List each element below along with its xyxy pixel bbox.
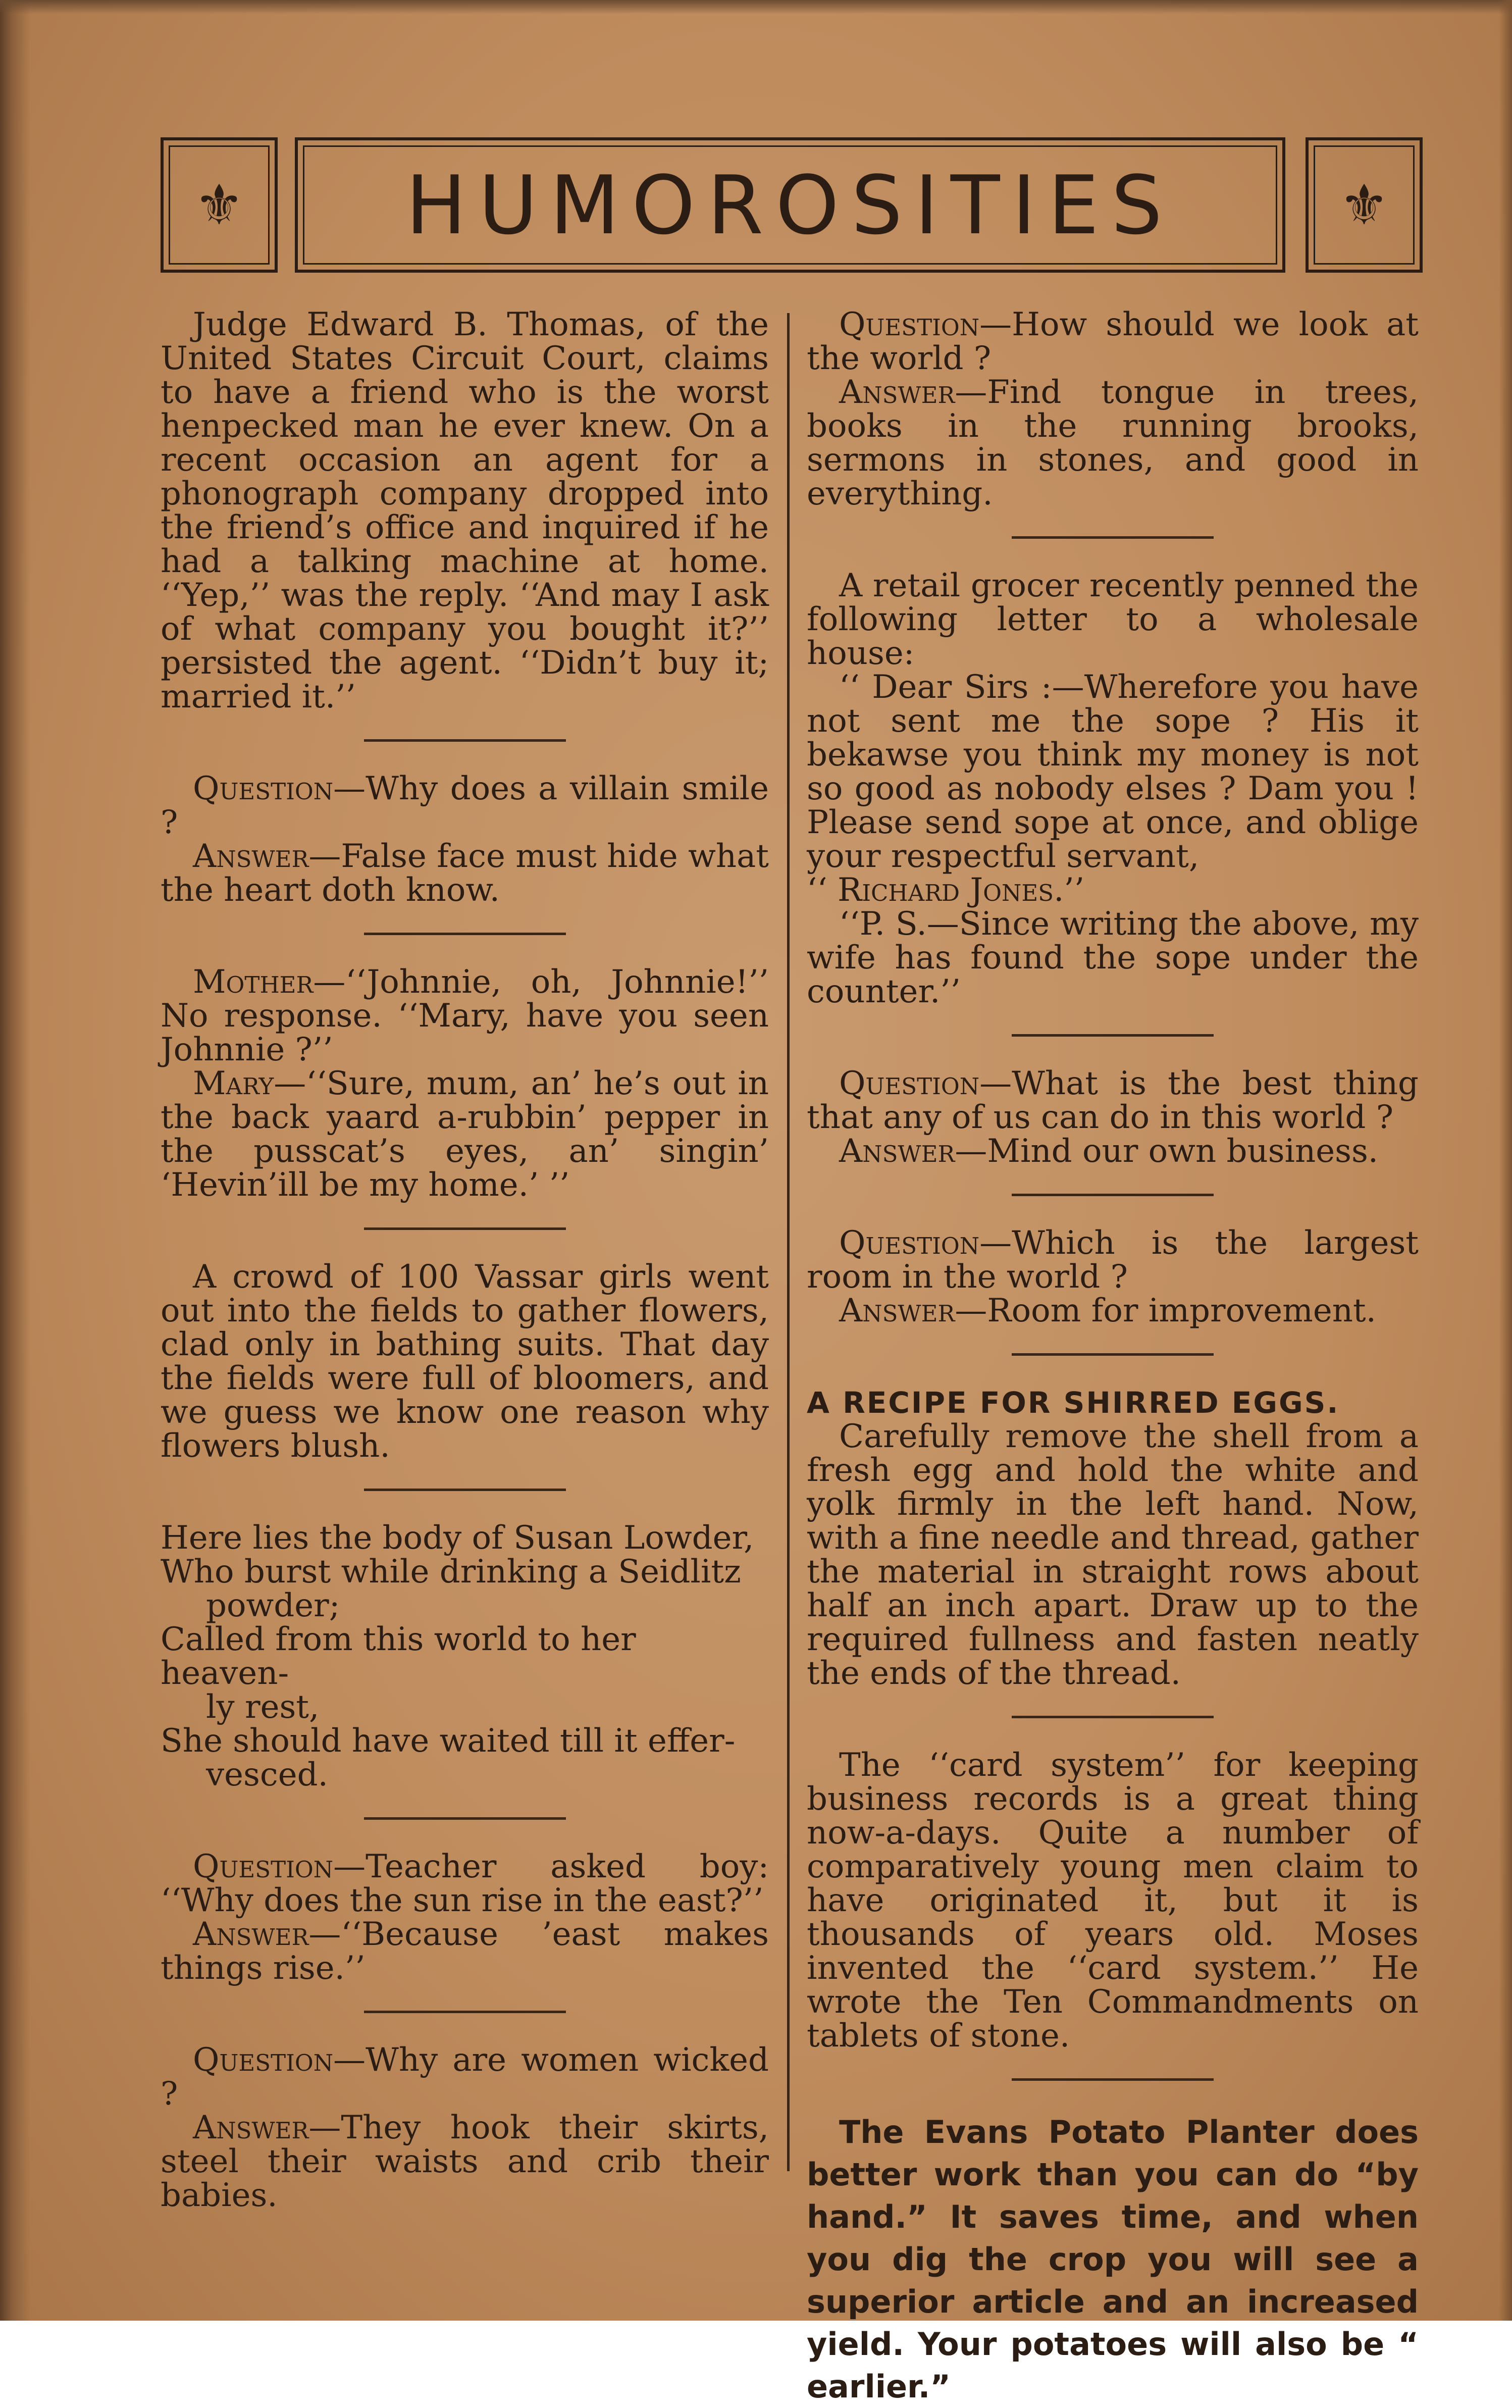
left-column xyxy=(161,308,769,2213)
section-rule xyxy=(1012,1194,1214,1196)
world-question: Question—How should we look at the world ? xyxy=(807,306,1419,377)
section-rule xyxy=(364,933,566,935)
section-rule xyxy=(364,1817,566,1820)
section-rule xyxy=(1012,536,1214,539)
section-rule xyxy=(364,2011,566,2013)
best-thing-answer: Answer—Mind our own business. xyxy=(839,1133,1379,1170)
section-rule xyxy=(1012,2078,1214,2081)
grocer-signature: ‘‘ Richard Jones.’’ xyxy=(807,872,1085,909)
section-rule xyxy=(364,1227,566,1230)
sun-answer: Answer—‘‘Because ’east makes things rise.’’ xyxy=(161,1916,769,1987)
susan-lowder-epitaph: Here lies the body of Susan Lowder, Who burst while drinking a Seidlitz powder; Called from this world to her heaven- ly rest, She should have waited till it effer- vesced. xyxy=(161,1519,754,1794)
page-edge-shadow xyxy=(0,0,30,2321)
card-system-text: The ‘‘card system’’ for keeping business records is a great thing now-a-days. Quite a number of comparatively young men claim to have originated it, but it is thousands of years old. Moses invented the ‘‘card system.’’ He wrote the Ten Commandments on tablets of stone. xyxy=(807,1747,1419,2055)
page-title: HUMOROSITIES xyxy=(405,158,1175,252)
villain-question: Question—Why does a villain smile ? xyxy=(161,770,769,841)
section-rule xyxy=(364,1489,566,1491)
page-top-shadow xyxy=(0,0,1512,14)
sun-question: Question—Teacher asked boy: ‘‘Why does the sun rise in the east?’’ xyxy=(161,1848,769,1919)
mother-dialogue: Mother—‘‘Johnnie, oh, Johnnie!’’ No response. ‘‘Mary, have you seen Johnnie ?’’ xyxy=(161,963,769,1068)
room-answer: Answer—Room for improvement. xyxy=(839,1292,1376,1329)
recipe-heading: A RECIPE FOR SHIRRED EGGS. xyxy=(807,1386,1340,1420)
fleur-ornament-icon: ⚜ xyxy=(194,173,244,237)
page-right-shadow xyxy=(1499,0,1512,2321)
section-rule xyxy=(1012,1353,1214,1356)
right-ornament-box xyxy=(1306,137,1423,273)
potato-planter-ad: The Evans Potato Planter does better work than you can do “by hand.” It saves time, and when you dig the crop you will see a superior article and an increased yield. Your potatoes will also be “ earlier.” xyxy=(807,2114,1419,2405)
recipe-text: Carefully remove the shell from a fresh egg and hold the white and yolk firmly in the left hand. Now, with a fine needle and thread, gather the material in straight rows about half an inch apart. Draw up to the required fullness and fasten neatly the ends of the thread. xyxy=(807,1418,1419,1692)
room-question: Question—Which is the largest room in the world ? xyxy=(807,1224,1419,1296)
vassar-anecdote: A crowd of 100 Vassar girls went out into the fields to gather flowers, clad only in bathing suits. That day the fields were full of bloomers, and we guess we know one reason why flowers blush. xyxy=(161,1258,769,1465)
world-answer: Answer—Find tongue in trees, books in the running brooks, sermons in stones, and good in everything. xyxy=(807,374,1419,513)
grocer-letter: ‘‘ Dear Sirs :—Wherefore you have not sent me the sope ? His it bekawse you think my money is not so good as nobody elses ? Dam you ! Please send sope at once, and oblige your respectful servant, xyxy=(807,669,1419,875)
left-ornament-box xyxy=(161,137,278,273)
section-rule xyxy=(1012,1716,1214,1718)
judge-anecdote: Judge Edward B. Thomas, of the United States Circuit Court, claims to have a friend who is the worst henpecked man he ever knew. On a recent occasion an agent for a phonograph company dropped into the friend’s office and inquired if he had a talking machine at home. ‘‘Yep,’’ was the reply. ‘‘And may I ask of what company you bought it?’’ persisted the agent. ‘‘Didn’t buy it; married it.’’ xyxy=(161,306,769,715)
title-box xyxy=(295,137,1285,273)
mary-dialogue: Mary—‘‘Sure, mum, an’ he’s out in the back yaard a-rubbin’ pepper in the pusscat’s eyes, an’ singin’ ‘Hevin’ill be my home.’ ’’ xyxy=(161,1065,769,1204)
villain-answer: Answer—False face must hide what the heart doth know. xyxy=(161,838,769,909)
grocer-postscript: ‘‘P. S.—Since writing the above, my wife has found the sope under the counter.’’ xyxy=(807,905,1419,1010)
fleur-ornament-icon: ⚜ xyxy=(1339,173,1389,237)
best-thing-question: Question—What is the best thing that any of us can do in this world ? xyxy=(807,1065,1419,1136)
section-rule xyxy=(1012,1034,1214,1037)
column-divider xyxy=(787,313,790,2171)
section-rule xyxy=(364,739,566,742)
grocer-intro: A retail grocer recently penned the following letter to a wholesale house: xyxy=(807,567,1419,672)
right-column xyxy=(807,308,1419,2408)
women-question: Question—Why are women wicked ? xyxy=(161,2041,769,2113)
women-answer: Answer—They hook their skirts, steel their waists and crib their babies. xyxy=(161,2109,769,2214)
